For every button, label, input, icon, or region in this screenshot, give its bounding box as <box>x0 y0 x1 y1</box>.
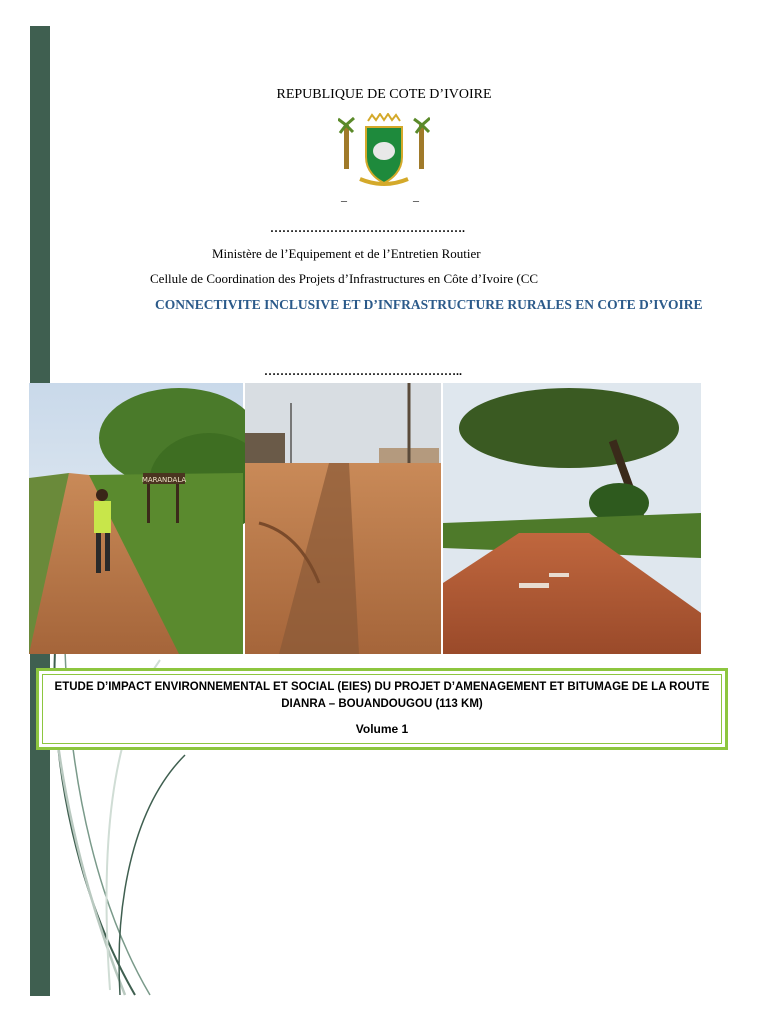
dotted-separator-bottom: ………………………………………….. <box>264 364 462 378</box>
photo-village-sign <box>29 383 269 654</box>
document-title: ETUDE D’IMPACT ENVIRONNEMENTAL ET SOCIAL (EIES) DU PROJET D’AMENAGEMENT ET BITUMAGE DE LA ROUTE DIANRA – BOUANDOUGOU (113 KM) <box>54 681 710 710</box>
dash-right: – <box>413 193 419 207</box>
dotted-separator-top: …………………………………………. <box>270 221 465 235</box>
photo-collage <box>29 383 701 654</box>
cellule-name: Cellule de Coordination des Projets d’Infrastructures en Côte d’Ivoire (CC <box>150 271 539 286</box>
title-box <box>36 668 728 750</box>
republic-heading: REPUBLIQUE DE COTE D’IVOIRE <box>276 87 492 102</box>
dash-left: – <box>341 193 347 207</box>
volume-label: Volume 1 <box>355 722 409 736</box>
title-inner <box>42 674 722 744</box>
village-sign-text: MARANDALA <box>141 476 187 484</box>
project-name: CONNECTIVITE INCLUSIVE ET D’INFRASTRUCTURE RURALES EN COTE D’IVOIRE <box>155 297 703 312</box>
photo-laterite-road-tree <box>443 383 701 654</box>
ministry-name: Ministère de l’Equipement et de l’Entretien Routier <box>212 246 481 261</box>
coat-of-arms-icon <box>338 113 430 191</box>
photo-dirt-road-village <box>245 383 441 654</box>
